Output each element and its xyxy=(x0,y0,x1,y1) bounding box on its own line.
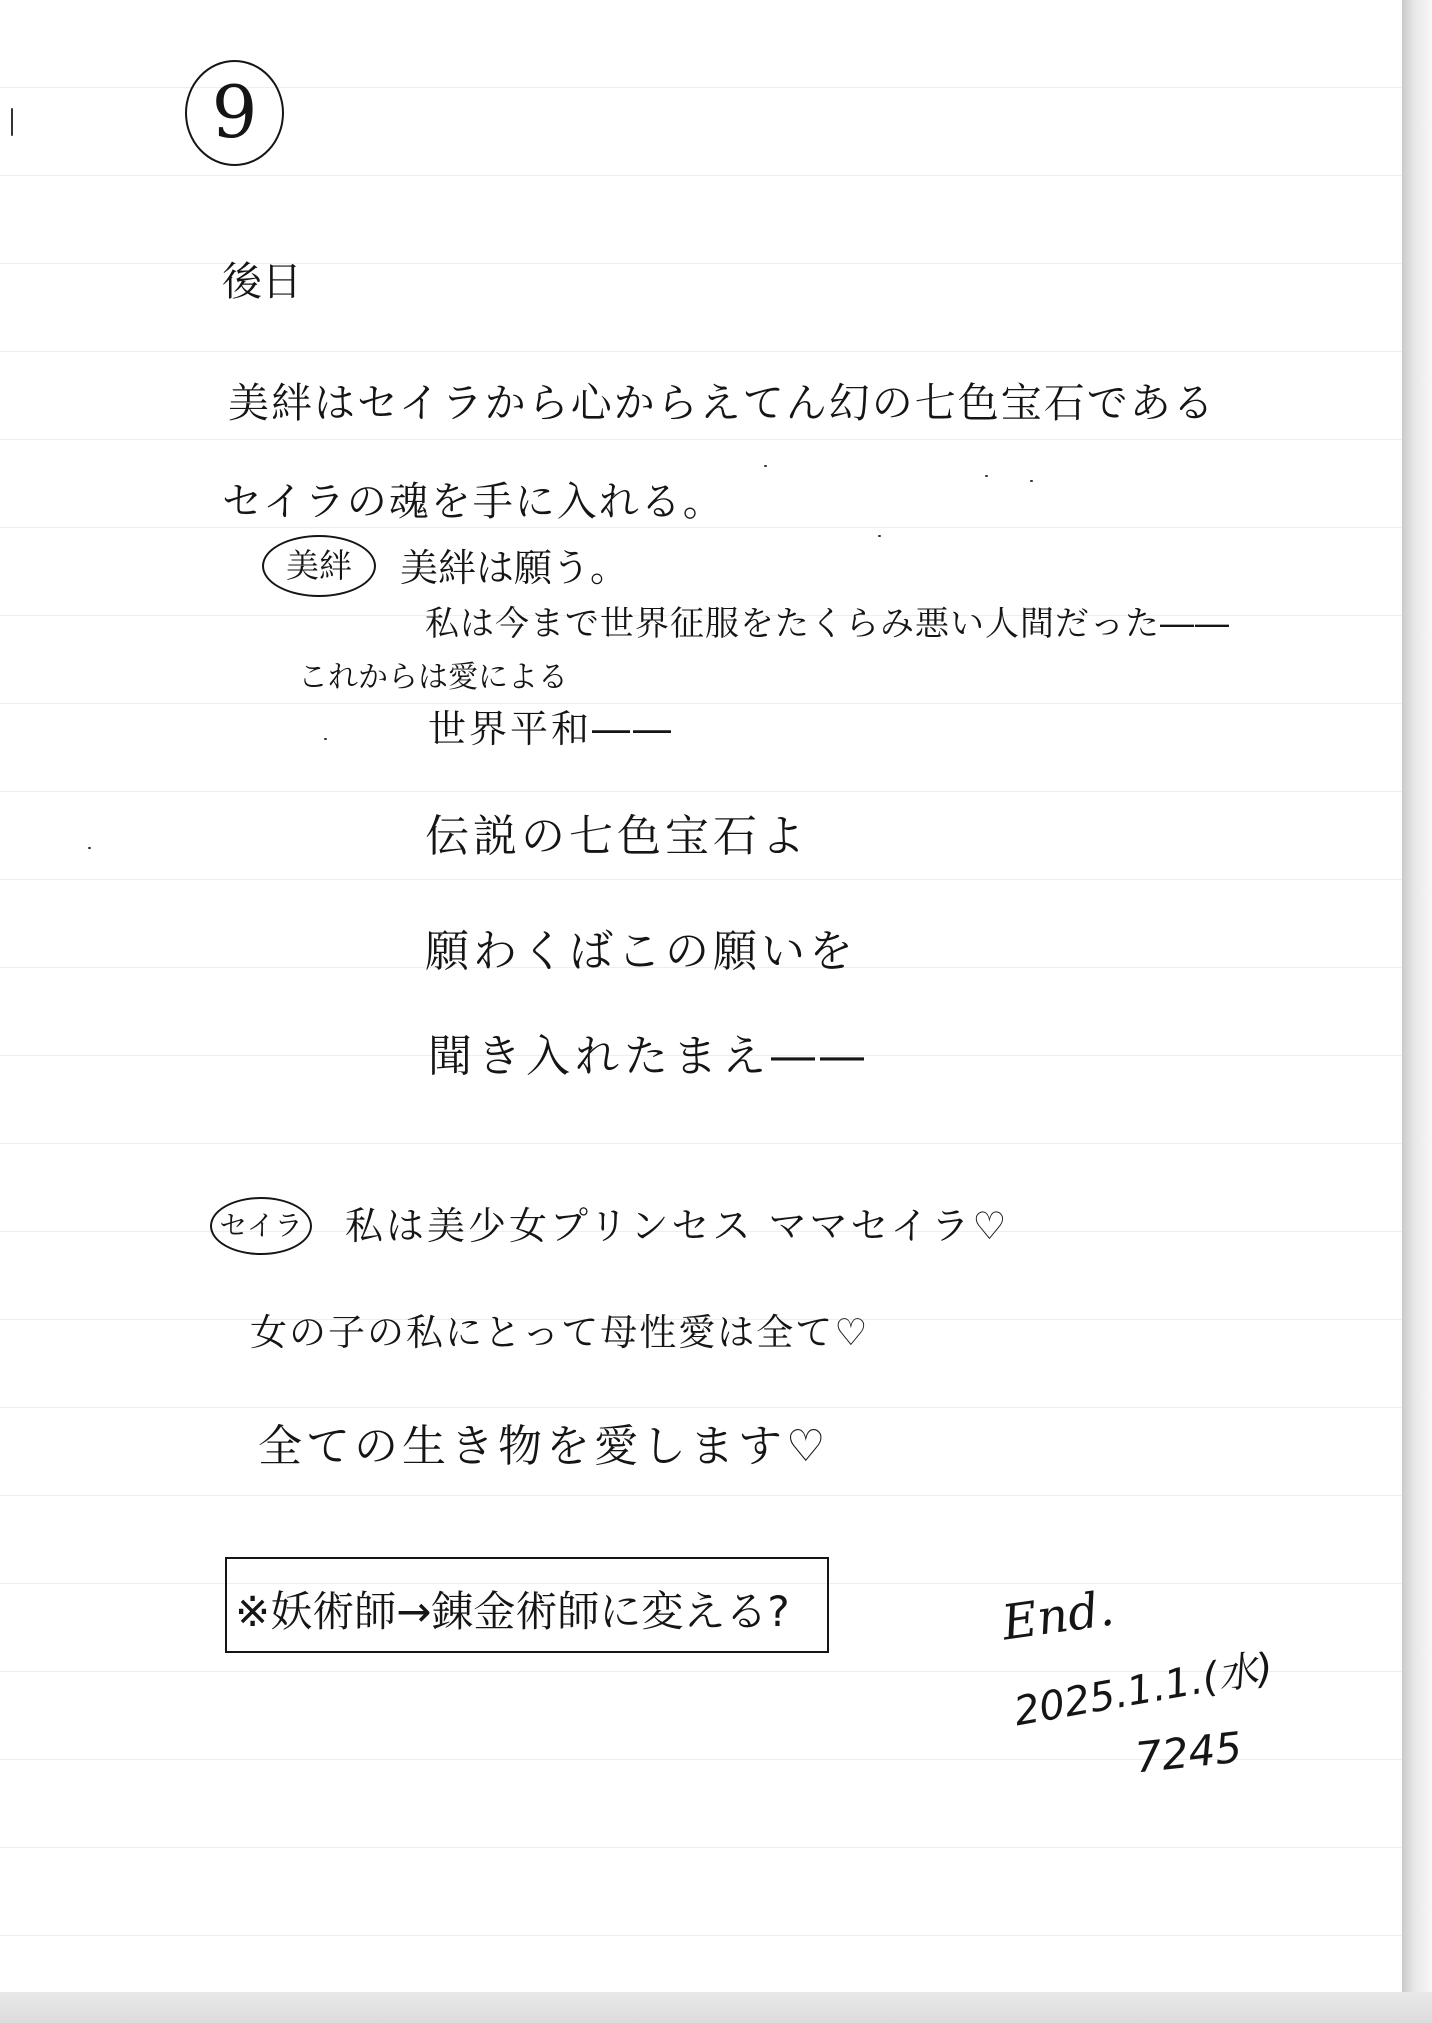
text-line: 世界平和―― xyxy=(428,707,675,751)
speaker-label-mizuna xyxy=(262,535,376,597)
scan-mark xyxy=(324,738,327,740)
scan-mark xyxy=(11,108,13,136)
scan-mark xyxy=(88,847,91,849)
text-line: 女の子の私にとって母性愛は全て♡ xyxy=(250,1311,870,1354)
speaker-name: セイラ xyxy=(219,1209,303,1242)
scan-bottom-strip xyxy=(0,1992,1432,2023)
page-edge-shadow xyxy=(1402,0,1432,2023)
text-line: 私は美少女プリンセス ママセイラ♡ xyxy=(345,1204,1010,1248)
scan-mark xyxy=(985,475,988,477)
text-line: 願わくばこの願いを xyxy=(425,926,857,977)
page-number-circle xyxy=(185,60,284,166)
text-line: 私は今まで世界征服をたくらみ悪い人間だった―― xyxy=(425,604,1230,644)
text-line: これからは愛による xyxy=(298,660,568,695)
text-line: 伝説の七色宝石よ xyxy=(425,811,809,862)
end-label: End. xyxy=(998,1580,1118,1652)
scan-mark xyxy=(878,535,881,537)
text-line: 全ての生き物を愛します♡ xyxy=(258,1421,830,1472)
text-line: 美絆はセイラから心からえてん幻の七色宝石である xyxy=(228,379,1216,427)
note-box xyxy=(225,1557,829,1653)
speaker-name: 美絆 xyxy=(286,546,352,585)
scan-mark xyxy=(1030,480,1033,482)
end-time: 7245 xyxy=(1132,1722,1245,1783)
end-date: 2025.1.1.(水) xyxy=(1010,1644,1277,1736)
text-line: 美絆は願う。 xyxy=(400,546,629,590)
text-line: セイラの魂を手に入れる。 xyxy=(222,479,725,525)
note-text: ※妖術師→錬金術師に変える? xyxy=(235,1587,790,1636)
text-line: 聞き入れたまえ―― xyxy=(428,1031,869,1082)
scan-mark xyxy=(764,465,767,467)
text-line: 後日 xyxy=(222,259,302,305)
page-number: 9 xyxy=(211,70,258,154)
speaker-label-seira xyxy=(210,1197,312,1255)
